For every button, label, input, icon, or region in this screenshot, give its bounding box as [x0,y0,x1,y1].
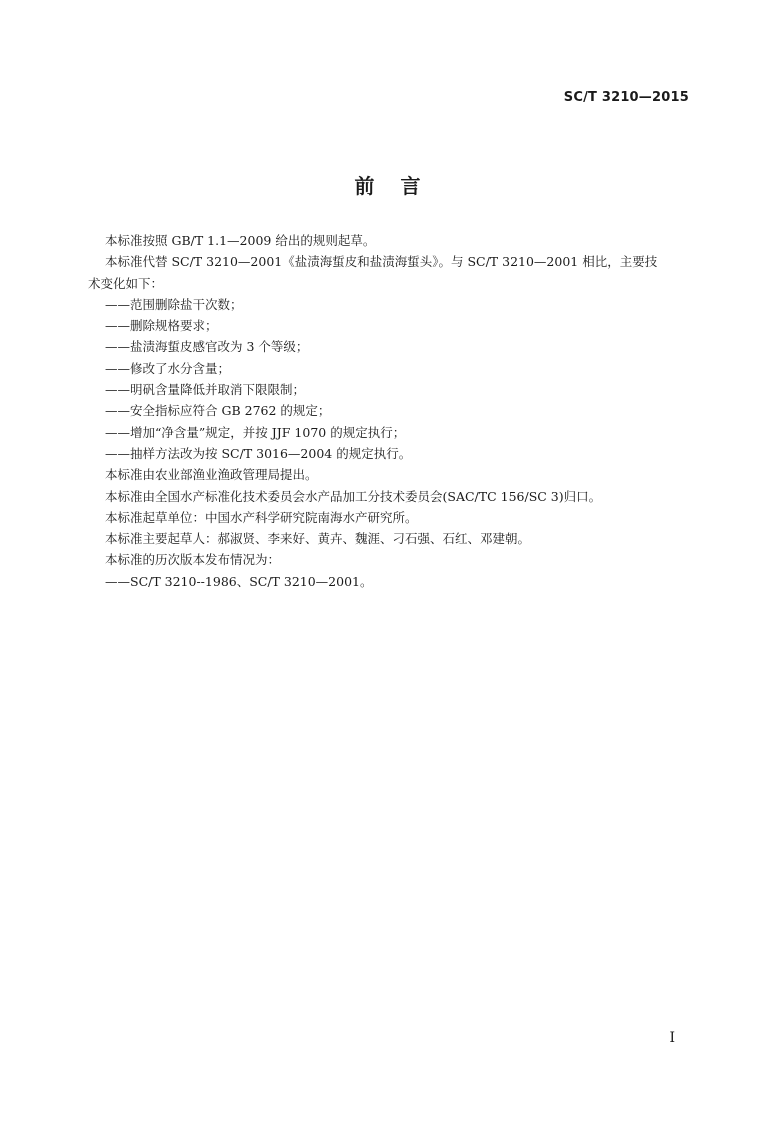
paragraph-proposer: 本标准由农业部渔业渔政管理局提出。 [105,467,318,483]
change-item: ——抽样方法改为按 SC/T 3016—2004 的规定执行。 [105,445,412,461]
change-item: ——盐渍海蜇皮感官改为 3 个等级； [105,339,309,355]
change-item: ——修改了水分含量； [105,360,231,376]
paragraph-drafting-rules: 本标准按照 GB/T 1.1—2009 给出的规则起草。 [105,233,376,248]
page-title: 前言 [354,174,447,198]
paragraph-drafters: 本标准主要起草人：郝淑贤、李来好、黄卉、魏涯、刁石强、石红、邓建朝。 [105,531,531,547]
paragraph-centralized: 本标准由全国水产标准化技术委员会水产品加工分技术委员会(SAC/TC 156/SC 3)归口。 [105,488,602,504]
change-item: ——增加“净含量”规定，并按 JJF 1070 的规定执行； [105,424,406,440]
change-item: ——安全指标应符合 GB 2762 的规定； [105,403,331,419]
standard-code: SC/T 3210—2015 [563,90,689,105]
change-item: ——范围删除盐干次数； [105,296,243,312]
change-item: ——明矾含量降低并取消下限限制； [105,382,306,398]
paragraph-replacement: 本标准代替 SC/T 3210—2001《盐渍海蜇皮和盐渍海蜇头》。与 SC/T 3210—2001 相比，主要技 [105,254,658,270]
paragraph-drafting-unit: 本标准起草单位：中国水产科学研究院南海水产研究所。 [105,509,418,525]
document-body [88,230,690,592]
version-history-item: ——SC/T 3210--1986、SC/T 3210—2001。 [105,573,373,589]
paragraph-replacement-continued: 术变化如下： [88,275,164,291]
page-number: I [669,1030,675,1046]
change-item: ——删除规格要求； [105,318,218,334]
paragraph-version-history: 本标准的历次版本发布情况为： [105,552,281,568]
